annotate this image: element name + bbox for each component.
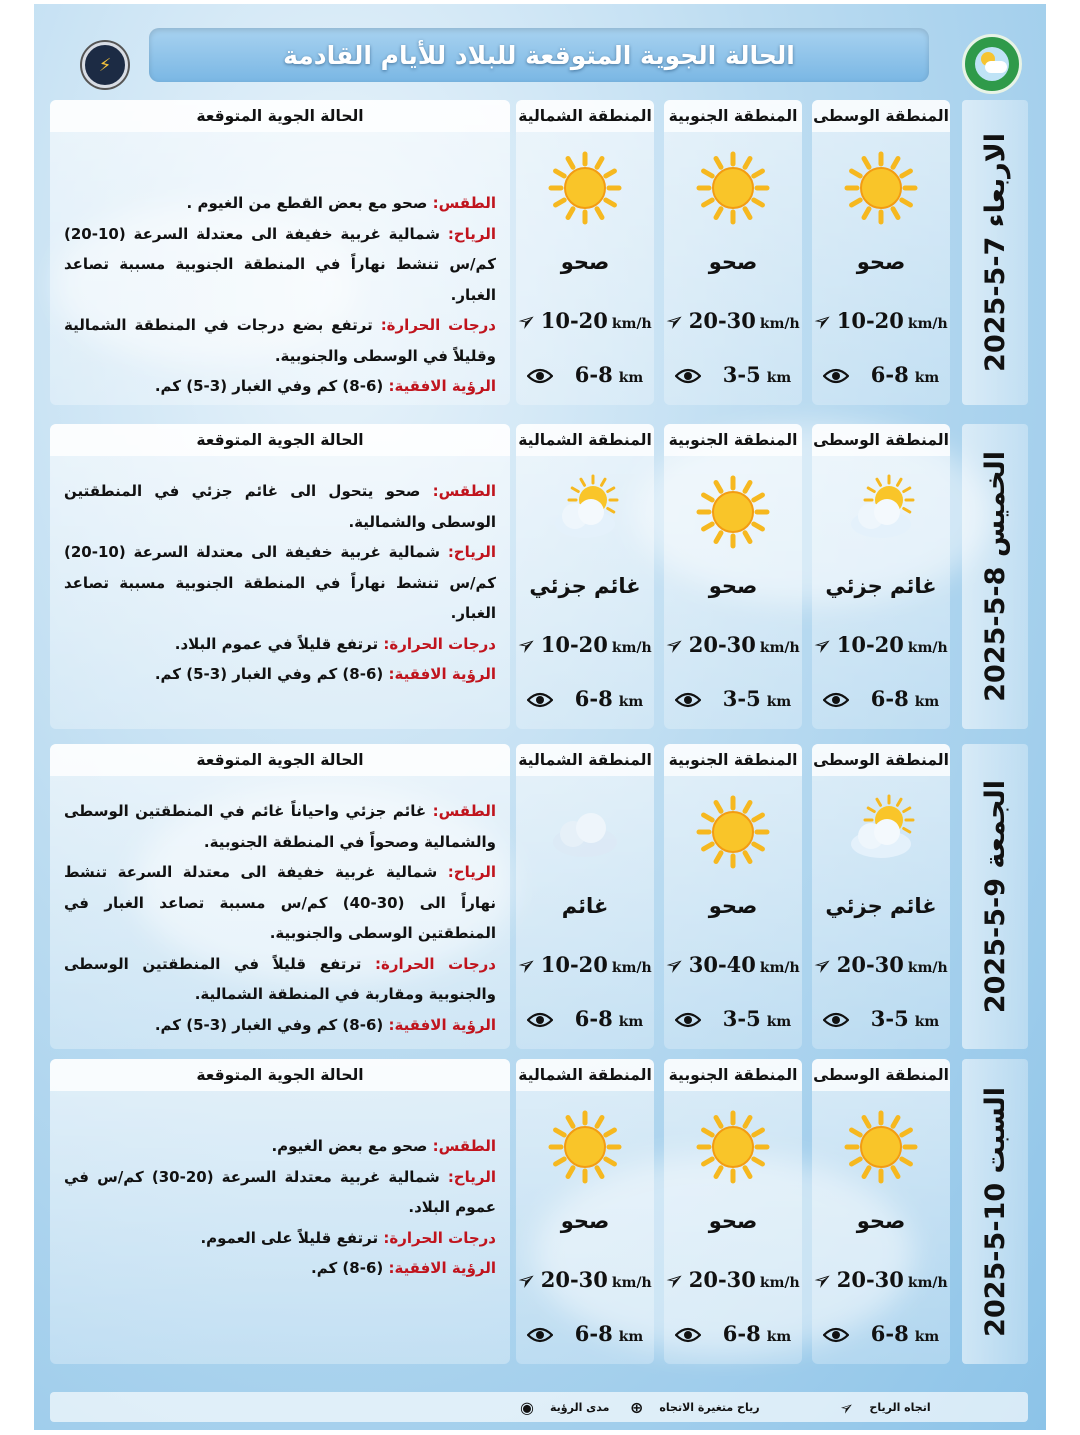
temperature-text: ترتفع قليلاً في عموم البلاد.: [174, 634, 379, 653]
wind-unit: km/h: [907, 960, 948, 976]
weather-text: صحو مع بعض القطع من الغيوم .: [186, 194, 428, 212]
wind-row: [808, 629, 950, 662]
condition-label: غائم جزئي: [825, 894, 937, 918]
condition-label: صحو: [708, 1209, 758, 1233]
region-column: [660, 100, 802, 405]
wind-row: [512, 629, 654, 662]
visibility-row: [664, 1006, 802, 1031]
page-title: الحالة الجوية المتوقعة للبلاد للأيام القادمة: [283, 40, 795, 70]
weather-line: [64, 188, 496, 219]
region-name: المنطقة الشمالية: [516, 744, 654, 776]
sun-icon: [812, 1107, 950, 1187]
temperature-text: ترتفع قليلاً على العموم.: [200, 1228, 379, 1247]
winds-label: الرياح:: [447, 1167, 496, 1186]
region-name: المنطقة الوسطى: [812, 1059, 950, 1091]
wind-unit: km/h: [611, 316, 652, 332]
wind-arrow-icon: ➢: [660, 305, 691, 338]
region-column: [660, 744, 802, 1049]
eye-icon: [675, 692, 701, 708]
weather-text: غائم جزئي واحياناً غائم في المنطقتين الوسطى والشمالية وصحواً في المنطقة الجنوبية.: [64, 802, 496, 851]
winds-text: شمالية غربية خفيفة الى معتدلة السرعة (10-20) كم/س تنشط نهاراً في المنطقة الجنوبية مسببة تصاعد الغبار.: [64, 224, 496, 304]
wind-value: 20-30: [540, 1267, 608, 1292]
visibility-value: 6-8: [870, 686, 909, 711]
visibility-row: [664, 686, 802, 711]
panel-title: الحالة الجوية المتوقعة: [50, 744, 510, 776]
visibility-unit: km: [914, 1014, 940, 1030]
wind-row: [808, 1264, 950, 1297]
wind-arrow-icon: ➢: [660, 1264, 691, 1297]
visibility-value: 6-8: [722, 1321, 761, 1346]
date-label: الخميس 8-5-2025: [979, 451, 1011, 702]
wind-value: 20-30: [688, 632, 756, 657]
condition-label: صحو: [708, 574, 758, 598]
visibility-label: الرؤية الافقية:: [388, 665, 496, 683]
condition-label: غائم: [561, 894, 609, 918]
visibility-line: [64, 371, 496, 402]
region-column: [808, 1059, 950, 1364]
region-name: المنطقة الوسطى: [812, 424, 950, 456]
eye-icon: [675, 1327, 701, 1343]
date-label: الاربعاء 7-5-2025: [979, 133, 1011, 372]
visibility-unit: km: [914, 694, 940, 710]
ministry-logo-right: [962, 34, 1022, 94]
wind-value: 10-20: [836, 632, 904, 657]
eye-icon: [527, 1012, 553, 1028]
panel-body: [64, 188, 496, 402]
eye-icon: [823, 368, 849, 384]
wind-row: [512, 305, 654, 338]
temperature-label: درجات الحرارة:: [383, 634, 496, 653]
winds-line: [64, 1162, 496, 1223]
region-name: المنطقة الجنوبية: [664, 744, 802, 776]
visibility-unit: km: [914, 1329, 940, 1345]
visibility-value: 6-8: [574, 1321, 613, 1346]
date-label: الجمعة 9-5-2025: [979, 779, 1011, 1014]
visibility-text: (6-8) كم وفي الغبار (3-5) كم.: [154, 377, 384, 395]
date-label: السبت 10-5-2025: [979, 1086, 1011, 1337]
legend-bar: [50, 1392, 1028, 1422]
weather-label: الطقس:: [432, 802, 496, 820]
partly-cloudy-icon: [812, 792, 950, 872]
visibility-line: [64, 1253, 496, 1284]
eye-icon: [675, 368, 701, 384]
page-header: [149, 28, 929, 82]
visibility-label: الرؤية الافقية:: [388, 1015, 496, 1034]
temperature-text: ترتفع قليلاً في المنطقتين الوسطى والجنوبية ومقاربة في المنطقة الشمالية.: [64, 954, 496, 1003]
partly-cloudy-icon: [812, 472, 950, 552]
temperature-label: درجات الحرارة:: [374, 954, 496, 973]
wind-arrow-icon: ➢: [512, 305, 543, 338]
visibility-value: 6-8: [870, 1321, 909, 1346]
visibility-unit: km: [766, 1014, 792, 1030]
wind-unit: km/h: [907, 640, 948, 656]
wind-row: [808, 949, 950, 982]
region-name: المنطقة الوسطى: [812, 744, 950, 776]
region-column: [660, 424, 802, 729]
wind-value: 30-40: [688, 952, 756, 977]
visibility-value: 6-8: [574, 1006, 613, 1031]
region-name: المنطقة الشمالية: [516, 424, 654, 456]
visibility-row: [812, 1321, 950, 1346]
forecast-sheet: [34, 4, 1046, 1430]
visibility-text: (6-8) كم.: [311, 1259, 384, 1277]
region-name: المنطقة الجنوبية: [664, 100, 802, 132]
visibility-unit: km: [618, 370, 644, 386]
wind-arrow-icon: ➢: [660, 949, 691, 982]
wind-unit: km/h: [759, 640, 800, 656]
region-name: المنطقة الجنوبية: [664, 1059, 802, 1091]
wind-arrow-icon: ➢: [808, 949, 839, 982]
region-column: [808, 100, 950, 405]
wind-unit: km/h: [907, 316, 948, 332]
region-name: المنطقة الوسطى: [812, 100, 950, 132]
legend-visibility-label: مدى الرؤية: [549, 1400, 610, 1414]
visibility-row: [516, 362, 654, 387]
legend-wind-direction-label: اتجاه الرياح: [869, 1400, 931, 1414]
sun-icon: [664, 1107, 802, 1187]
sun-icon: [664, 148, 802, 228]
weather-label: الطقس:: [432, 194, 496, 212]
forecast-text-panel: [50, 1059, 510, 1364]
wind-arrow-icon: ➢: [808, 1264, 839, 1297]
visibility-unit: km: [618, 1014, 644, 1030]
compass-icon: ⊕: [630, 1397, 644, 1417]
visibility-unit: km: [914, 370, 940, 386]
sun-icon: [664, 792, 802, 872]
sun-icon: [516, 1107, 654, 1187]
panel-title: الحالة الجوية المتوقعة: [50, 1059, 510, 1091]
forecast-text-panel: [50, 744, 510, 1049]
visibility-row: [516, 1006, 654, 1031]
condition-label: صحو: [708, 250, 758, 274]
date-tab: [962, 744, 1028, 1049]
wind-unit: km/h: [759, 1275, 800, 1291]
wind-unit: km/h: [611, 640, 652, 656]
cloudy-icon: [516, 792, 654, 872]
temperature-line: [64, 629, 496, 660]
winds-line: [64, 857, 496, 949]
weather-text: صحو يتحول الى غائم جزئي في المنطقتين الوسطى والشمالية.: [64, 482, 496, 531]
winds-label: الرياح:: [447, 863, 496, 881]
wind-unit: km/h: [759, 316, 800, 332]
condition-label: صحو: [708, 894, 758, 918]
winds-line: [64, 219, 496, 311]
wind-unit: km/h: [611, 1275, 652, 1291]
region-name: المنطقة الجنوبية: [664, 424, 802, 456]
wind-value: 10-20: [540, 632, 608, 657]
visibility-value: 3-5: [870, 1006, 909, 1031]
wind-arrow-icon: ➢: [808, 629, 839, 662]
temperature-label: درجات الحرارة:: [380, 316, 496, 334]
wind-value: 20-30: [688, 308, 756, 333]
panel-title: الحالة الجوية المتوقعة: [50, 100, 510, 132]
visibility-line: [64, 1010, 496, 1041]
weather-line: [64, 796, 496, 857]
visibility-label: الرؤية الافقية:: [388, 1259, 496, 1277]
condition-label: غائم جزئي: [825, 574, 937, 598]
visibility-row: [812, 686, 950, 711]
date-tab: [962, 100, 1028, 405]
wind-row: [660, 949, 802, 982]
weather-text: صحو مع بعض الغيوم.: [271, 1137, 428, 1155]
eye-icon: [823, 692, 849, 708]
region-column: [808, 424, 950, 729]
wind-row: [808, 305, 950, 338]
condition-label: غائم جزئي: [529, 574, 641, 598]
visibility-label: الرؤية الافقية:: [388, 377, 496, 395]
visibility-unit: km: [766, 1329, 792, 1345]
temperature-label: درجات الحرارة:: [383, 1228, 496, 1247]
meteorology-logo-left: ⚡: [82, 42, 128, 88]
wind-unit: km/h: [907, 1275, 948, 1291]
partly-cloudy-icon: [516, 472, 654, 552]
winds-label: الرياح:: [447, 224, 496, 243]
region-name: المنطقة الشمالية: [516, 1059, 654, 1091]
visibility-row: [516, 686, 654, 711]
visibility-unit: km: [618, 694, 644, 710]
winds-label: الرياح:: [447, 543, 496, 561]
legend-variable-wind-label: رياح متغيرة الاتجاه: [659, 1400, 760, 1414]
wind-row: [512, 949, 654, 982]
eye-icon: [527, 368, 553, 384]
weather-label: الطقس:: [432, 1137, 496, 1155]
weather-label: الطقس:: [432, 482, 496, 500]
sun-icon: [516, 148, 654, 228]
panel-body: [64, 796, 496, 1040]
wind-arrow-icon: ➢: [512, 1264, 543, 1297]
eye-icon: [527, 1327, 553, 1343]
visibility-unit: km: [766, 370, 792, 386]
wind-arrow-icon: ➢: [660, 629, 691, 662]
region-column: [512, 424, 654, 729]
visibility-text: (6-8) كم وفي الغبار (3-5) كم.: [154, 1015, 384, 1034]
panel-body: [64, 476, 496, 690]
wind-value: 10-20: [540, 308, 608, 333]
visibility-row: [664, 362, 802, 387]
region-column: [808, 744, 950, 1049]
sun-icon: [664, 472, 802, 552]
wind-arrow-icon: ➢: [512, 949, 543, 982]
visibility-value: 6-8: [574, 362, 613, 387]
temperature-line: [64, 949, 496, 1010]
panel-title: الحالة الجوية المتوقعة: [50, 424, 510, 456]
temperature-line: [64, 1223, 496, 1254]
visibility-line: [64, 659, 496, 690]
forecast-text-panel: [50, 424, 510, 729]
wind-value: 20-30: [688, 1267, 756, 1292]
date-tab: [962, 1059, 1028, 1364]
wind-value: 10-20: [540, 952, 608, 977]
legend-wind-direction: [835, 1395, 931, 1419]
visibility-value: 6-8: [870, 362, 909, 387]
eye-icon: [527, 692, 553, 708]
weather-line: [64, 476, 496, 537]
wind-arrow-icon: ➢: [808, 305, 839, 338]
eye-icon: [675, 1012, 701, 1028]
winds-text: شمالية غربية خفيفة الى معتدلة السرعة تنشط نهاراً الى (30-40) كم/س مسببة تصاعد الغبار في المنطقتين الوسطى والجنوبية.: [64, 863, 497, 942]
visibility-row: [516, 1321, 654, 1346]
visibility-text: (6-8) كم وفي الغبار (3-5) كم.: [154, 665, 384, 683]
arrow-icon: ➢: [835, 1395, 858, 1419]
visibility-row: [812, 1006, 950, 1031]
wind-value: 10-20: [836, 308, 904, 333]
eye-icon: ◉: [520, 1397, 534, 1417]
temperature-line: [64, 310, 496, 371]
wind-value: 20-30: [836, 1267, 904, 1292]
winds-text: شمالية غربية معتدلة السرعة (20-30) كم/س في عموم البلاد.: [64, 1167, 496, 1216]
winds-line: [64, 537, 496, 629]
date-tab: [962, 424, 1028, 729]
visibility-value: 3-5: [722, 686, 761, 711]
visibility-unit: km: [766, 694, 792, 710]
eye-icon: [823, 1012, 849, 1028]
condition-label: صحو: [560, 250, 610, 274]
condition-label: صحو: [856, 250, 906, 274]
wind-value: 20-30: [836, 952, 904, 977]
wind-arrow-icon: ➢: [512, 629, 543, 662]
wind-row: [660, 629, 802, 662]
condition-label: صحو: [560, 1209, 610, 1233]
region-column: [512, 1059, 654, 1364]
visibility-unit: km: [618, 1329, 644, 1345]
sun-icon: [812, 148, 950, 228]
wind-row: [660, 1264, 802, 1297]
region-column: [660, 1059, 802, 1364]
visibility-value: 3-5: [722, 1006, 761, 1031]
wind-row: [512, 1264, 654, 1297]
visibility-value: 6-8: [574, 686, 613, 711]
forecast-text-panel: [50, 100, 510, 405]
wind-row: [660, 305, 802, 338]
legend-variable-wind: [630, 1398, 760, 1417]
visibility-value: 3-5: [722, 362, 761, 387]
region-name: المنطقة الشمالية: [516, 100, 654, 132]
temperature-text: ترتفع بضع درجات في المنطقة الشمالية وقليلاً في الوسطى والجنوبية.: [64, 316, 496, 365]
visibility-row: [664, 1321, 802, 1346]
condition-label: صحو: [856, 1209, 906, 1233]
wind-unit: km/h: [611, 960, 652, 976]
region-column: [512, 744, 654, 1049]
weather-line: [64, 1131, 496, 1162]
visibility-row: [812, 362, 950, 387]
winds-text: شمالية غربية خفيفة الى معتدلة السرعة (10-20) كم/س تنشط نهاراً في المنطقة الجنوبية مسببة تصاعد الغبار.: [64, 543, 496, 622]
region-column: [512, 100, 654, 405]
legend-visibility: [520, 1398, 609, 1417]
panel-body: [64, 1131, 496, 1284]
eye-icon: [823, 1327, 849, 1343]
wind-unit: km/h: [759, 960, 800, 976]
